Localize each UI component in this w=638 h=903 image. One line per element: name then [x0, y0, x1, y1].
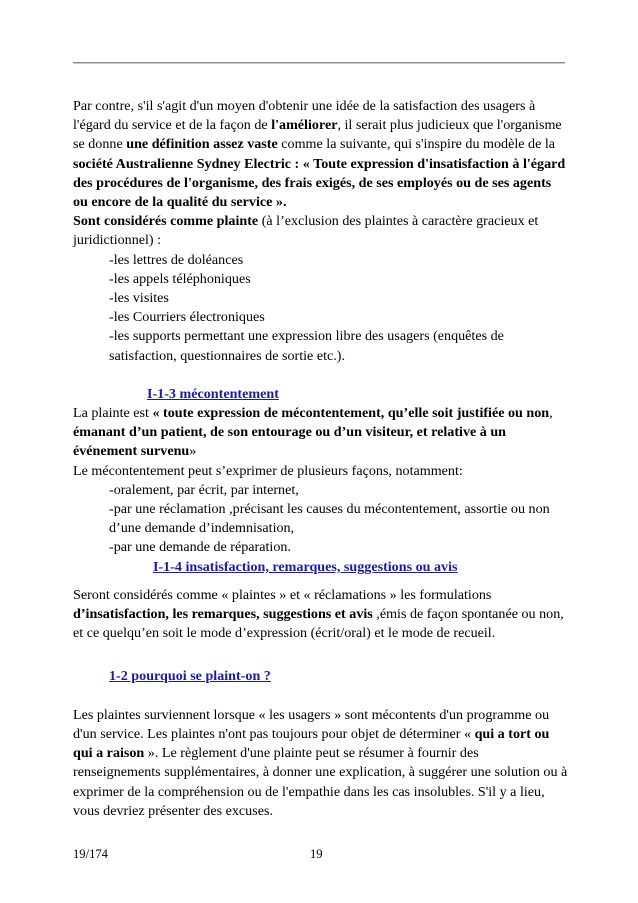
paragraph-text: ,émis de façon spontanée ou non, et ce quelqu’en soit le mode d’expression (écrit/oral) et le mode de recueil. [73, 606, 564, 642]
heading-wrapper [73, 667, 569, 686]
paragraph-text: Les plaintes surviennent lorsque « les usagers » sont mécontents d'un programme ou d'un service. Les plaintes n'ont pas toujours pour objet de déterminer « [73, 706, 550, 742]
section-heading-i-1-4[interactable] [153, 558, 569, 577]
heading-wrapper [73, 385, 569, 404]
list-item: -par une réclamation ,précisant les causes du mécontentement, assortie ou non d’une demande d’indemnisation, [109, 501, 550, 537]
bold-sydney-electric-quote: société Australienne Sydney Electric : « Toute expression d'insatisfaction à l'égard des procédures de l'organisme, des frais exigés, de ses employés ou de ses agents ou encore de la qualité du service ». [73, 155, 566, 211]
paragraph-text: , il serait plus judicieux que l'organisme se donne [73, 117, 562, 153]
footer-page-label: 19/174 [73, 847, 108, 861]
list-item: -les lettres de doléances [109, 251, 244, 268]
bold-definition-vaste: une définition assez vaste [126, 136, 278, 153]
spacer [73, 366, 569, 385]
heading-text: I-1-4 insatisfaction, remarques, suggestions ou avis [153, 558, 458, 575]
bold-ameliorer: l'améliorer [271, 117, 338, 134]
list-item: -par une demande de réparation. [109, 539, 291, 556]
paragraph-text: , [549, 405, 553, 422]
paragraph-text: » [189, 443, 197, 460]
paragraph-sont-consideres [73, 212, 569, 250]
list-item: -les visites [109, 290, 169, 307]
footer-page-number: 19 [310, 847, 323, 861]
paragraph-mecontentement-modes: Le mécontentement peut s’exprimer de plusieurs façons, notamment: [73, 462, 463, 479]
section-heading-1-2[interactable] [109, 667, 569, 686]
bold-sont-consideres: Sont considérés comme plainte [73, 213, 259, 230]
section-heading-i-1-3[interactable] [147, 385, 569, 404]
spacer [73, 687, 569, 706]
paragraph-pourquoi-se-plaint-on [73, 706, 569, 821]
bold-mecontentement-quote-1: « toute expression de mécontentement, qu’elle soit justifiée ou non [152, 405, 550, 422]
list-item: -les Courriers électroniques [109, 309, 265, 326]
list-item: -les supports permettant une expression libre des usagers (enquêtes de satisfaction, questionnaires de sortie etc.). [109, 328, 504, 364]
heading-text: I-1-3 mécontentement [147, 385, 279, 402]
document-body [73, 97, 569, 821]
page-footer [73, 846, 569, 862]
bold-insatisfaction-remarques: d’insatisfaction, les remarques, suggestions et avis [73, 606, 373, 623]
paragraph-insatisfaction [73, 586, 569, 644]
paragraph-plainte-definition [73, 404, 569, 462]
heading-text: 1-2 pourquoi se plaint-on ? [109, 668, 271, 685]
bold-qui-a-tort: qui a tort ou qui a raison [73, 725, 550, 762]
paragraph-text: Par contre, s'il s'agit d'un moyen d'obtenir une idée de la satisfaction des usagers à l'égard du service et de la façon de [73, 98, 536, 134]
header-divider [73, 62, 565, 64]
paragraph-definition [73, 97, 569, 212]
list-item: -oralement, par écrit, par internet, [109, 481, 299, 498]
paragraph-text: (à l’exclusion des plaintes à caractère gracieux et juridictionnel) : [73, 213, 539, 249]
spacer [73, 643, 569, 667]
paragraph-text: ». Le règlement d'une plainte peut se résumer à fournir des renseignements supplémentaires, à donner une explication, à suggérer une solution ou à exprimer de la compréhension ou de l'empathie dans les cas insolubles. S'il y a lieu, vous devriez présenter des excuses. [73, 745, 568, 819]
bold-mecontentement-quote-2: émanant d’un patient, de son entourage ou d’un visiteur, et relative à un événement survenu [73, 424, 507, 460]
list-item: -les appels téléphoniques [109, 270, 251, 287]
spacer [73, 577, 569, 586]
heading-wrapper [73, 558, 569, 577]
paragraph-text: Seront considérés comme « plaintes » et « réclamations » les formulations [73, 586, 492, 603]
paragraph-text: comme la suivante, qui s'inspire du modèle de la [277, 136, 556, 153]
paragraph-text: La plainte est [73, 405, 153, 422]
